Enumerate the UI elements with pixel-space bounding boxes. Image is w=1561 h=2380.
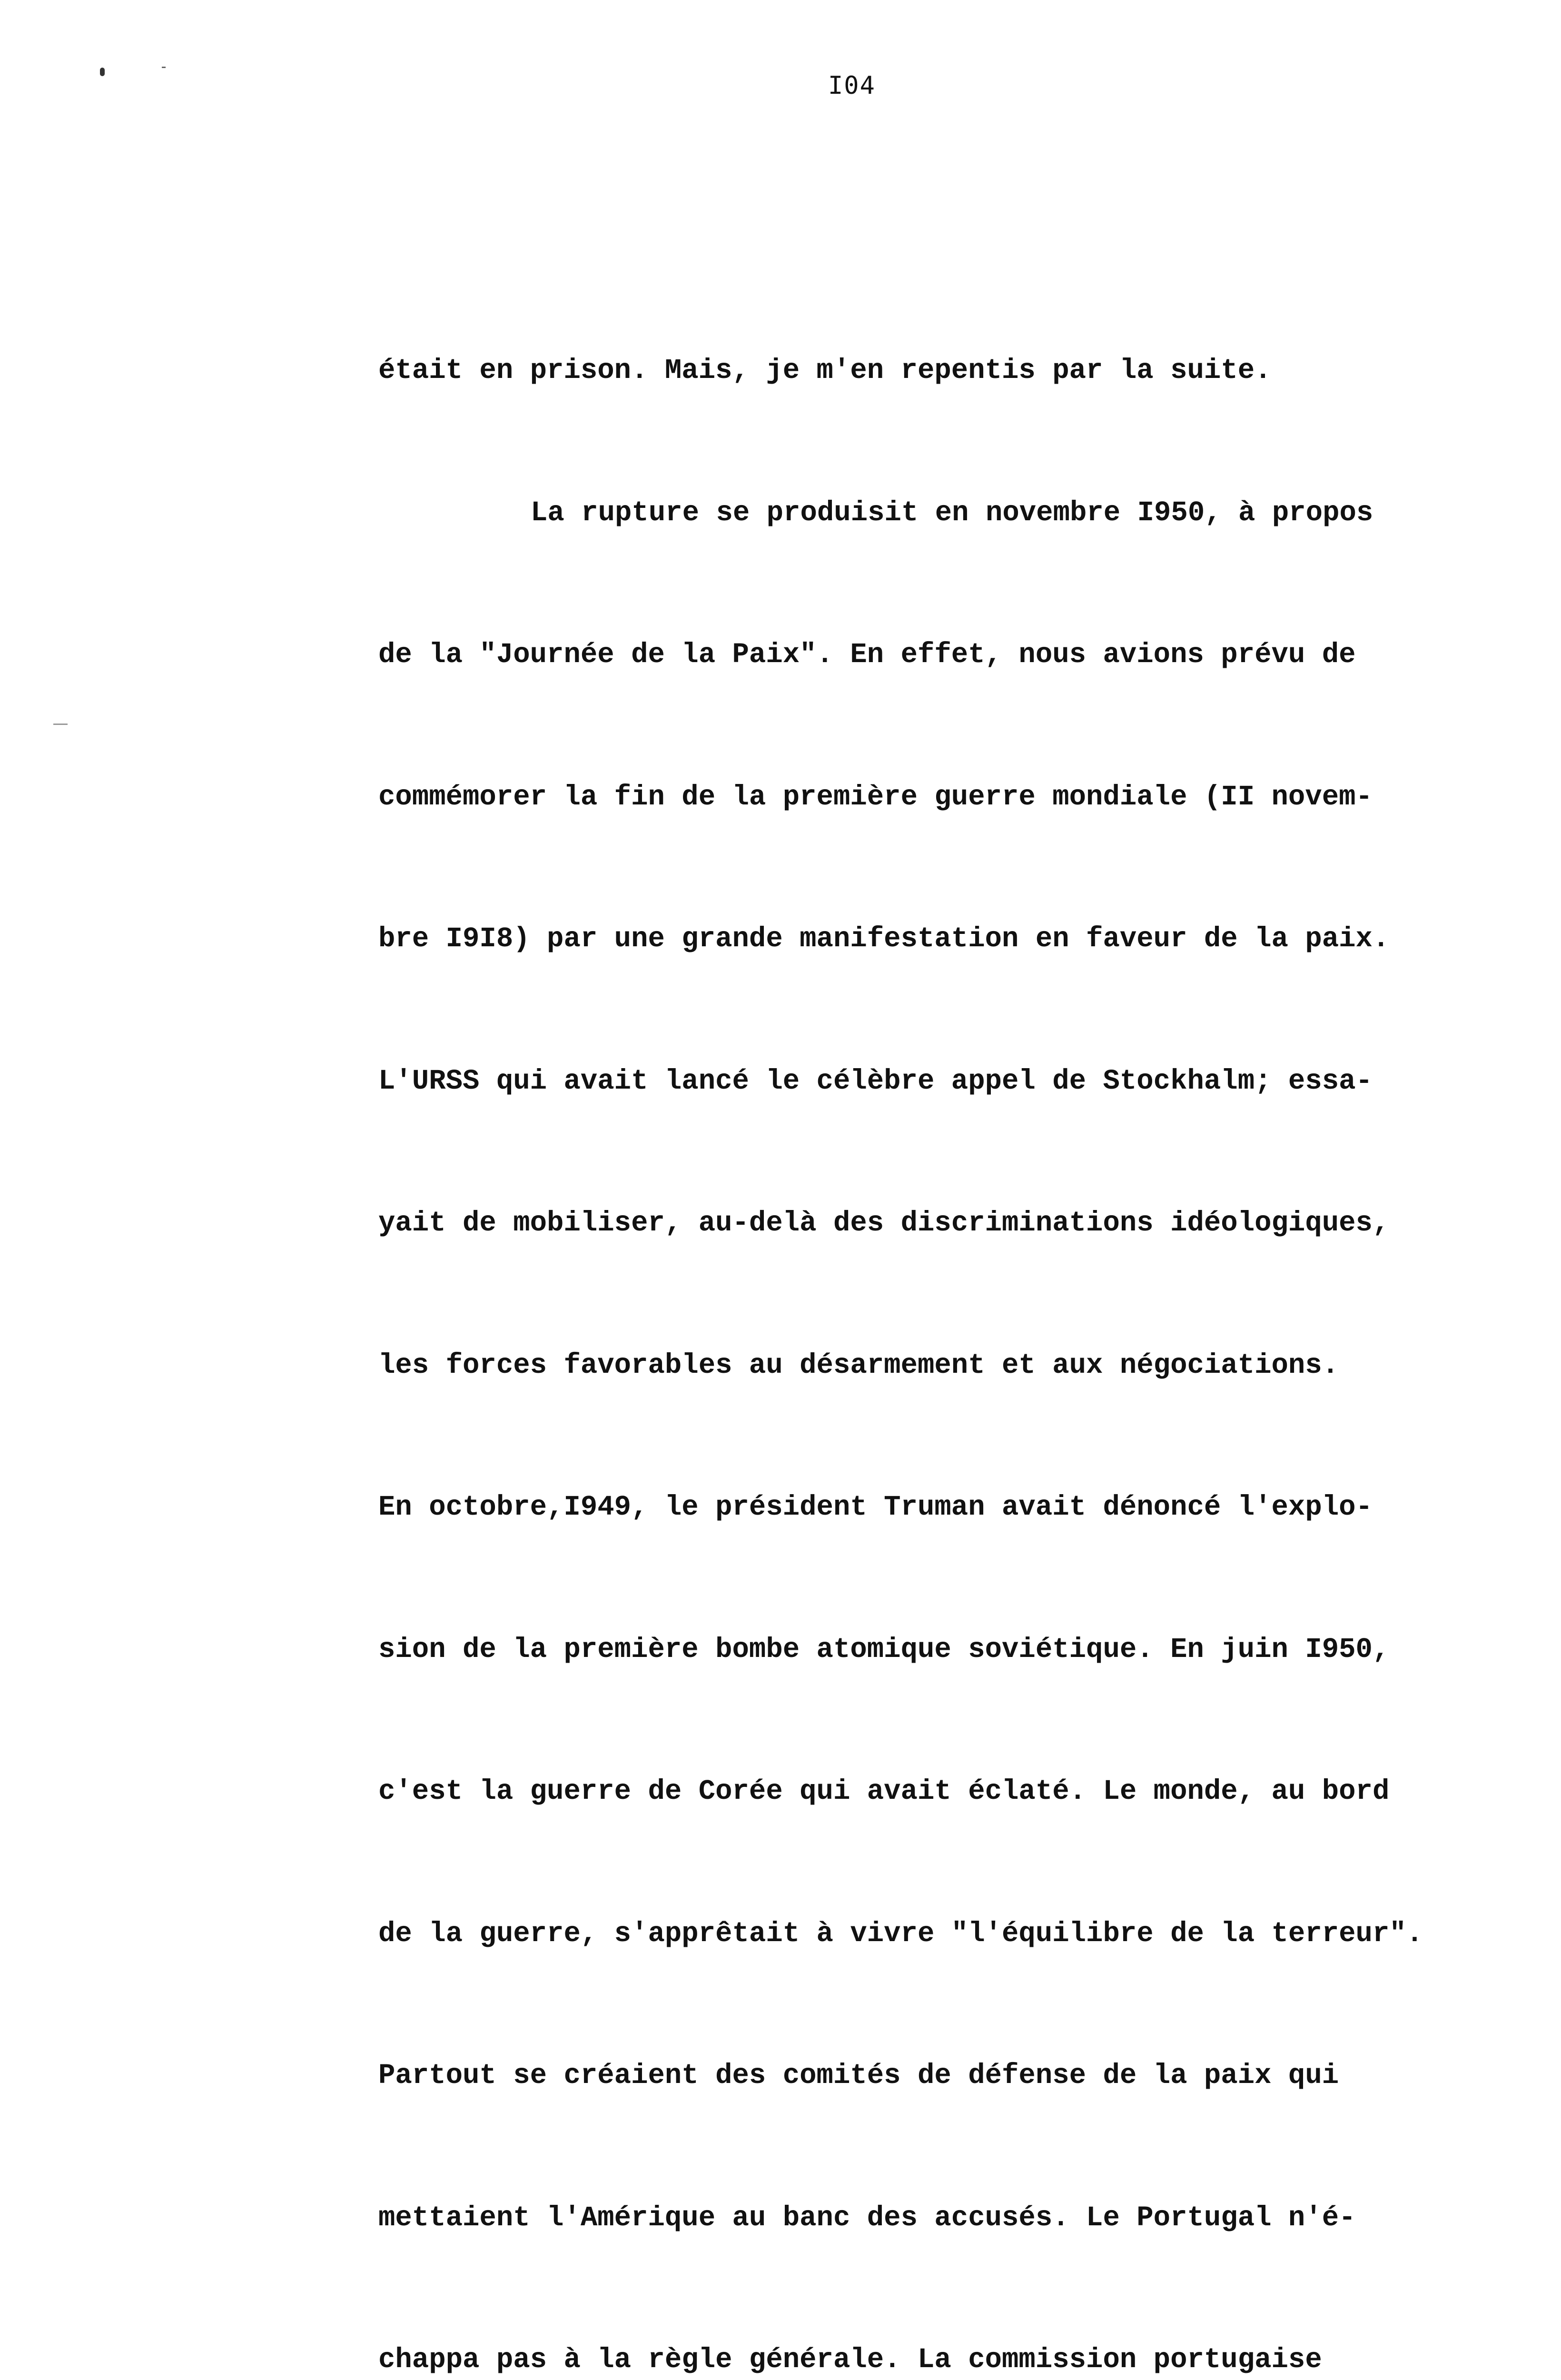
text-line: mettaient l'Amérique au banc des accusés. Le Portugal n'é- <box>378 2202 1356 2234</box>
scan-mark <box>100 68 105 76</box>
text-line: de la guerre, s'apprêtait à vivre "l'équilibre de la terreur". <box>378 1917 1423 1950</box>
page-number: I04 <box>828 71 876 100</box>
text-line: c'est la guerre de Corée qui avait éclaté. Le monde, au bord <box>378 1775 1390 1807</box>
text-line: sion de la première bombe atomique soviétique. En juin I950, <box>378 1633 1390 1666</box>
text-line: était en prison. Mais, je m'en repentis par la suite. <box>378 355 1272 387</box>
text-line: La rupture se produisit en novembre I950, à propos <box>531 496 1373 529</box>
scan-mark <box>162 67 166 68</box>
body-text <box>378 252 1554 2380</box>
text-line: chappa pas à la règle générale. La commission portugaise <box>378 2344 1322 2376</box>
text-line: de la "Journée de la Paix". En effet, nous avions prévu de <box>378 639 1356 671</box>
text-line: les forces favorables au désarmement et aux négociations. <box>378 1349 1339 1381</box>
text-line: yait de mobiliser, au-delà des discriminations idéologiques, <box>378 1207 1390 1239</box>
text-line: Partout se créaient des comités de défense de la paix qui <box>378 2060 1339 2092</box>
scan-mark <box>53 724 68 725</box>
text-line: En octobre,I949, le président Truman avait dénoncé l'explo- <box>378 1491 1373 1523</box>
text-line: L'URSS qui avait lancé le célèbre appel de Stockhalm; essa- <box>378 1065 1373 1097</box>
text-line: bre I9I8) par une grande manifestation en faveur de la paix. <box>378 923 1390 955</box>
text-line: commémorer la fin de la première guerre mondiale (II novem- <box>378 781 1373 813</box>
